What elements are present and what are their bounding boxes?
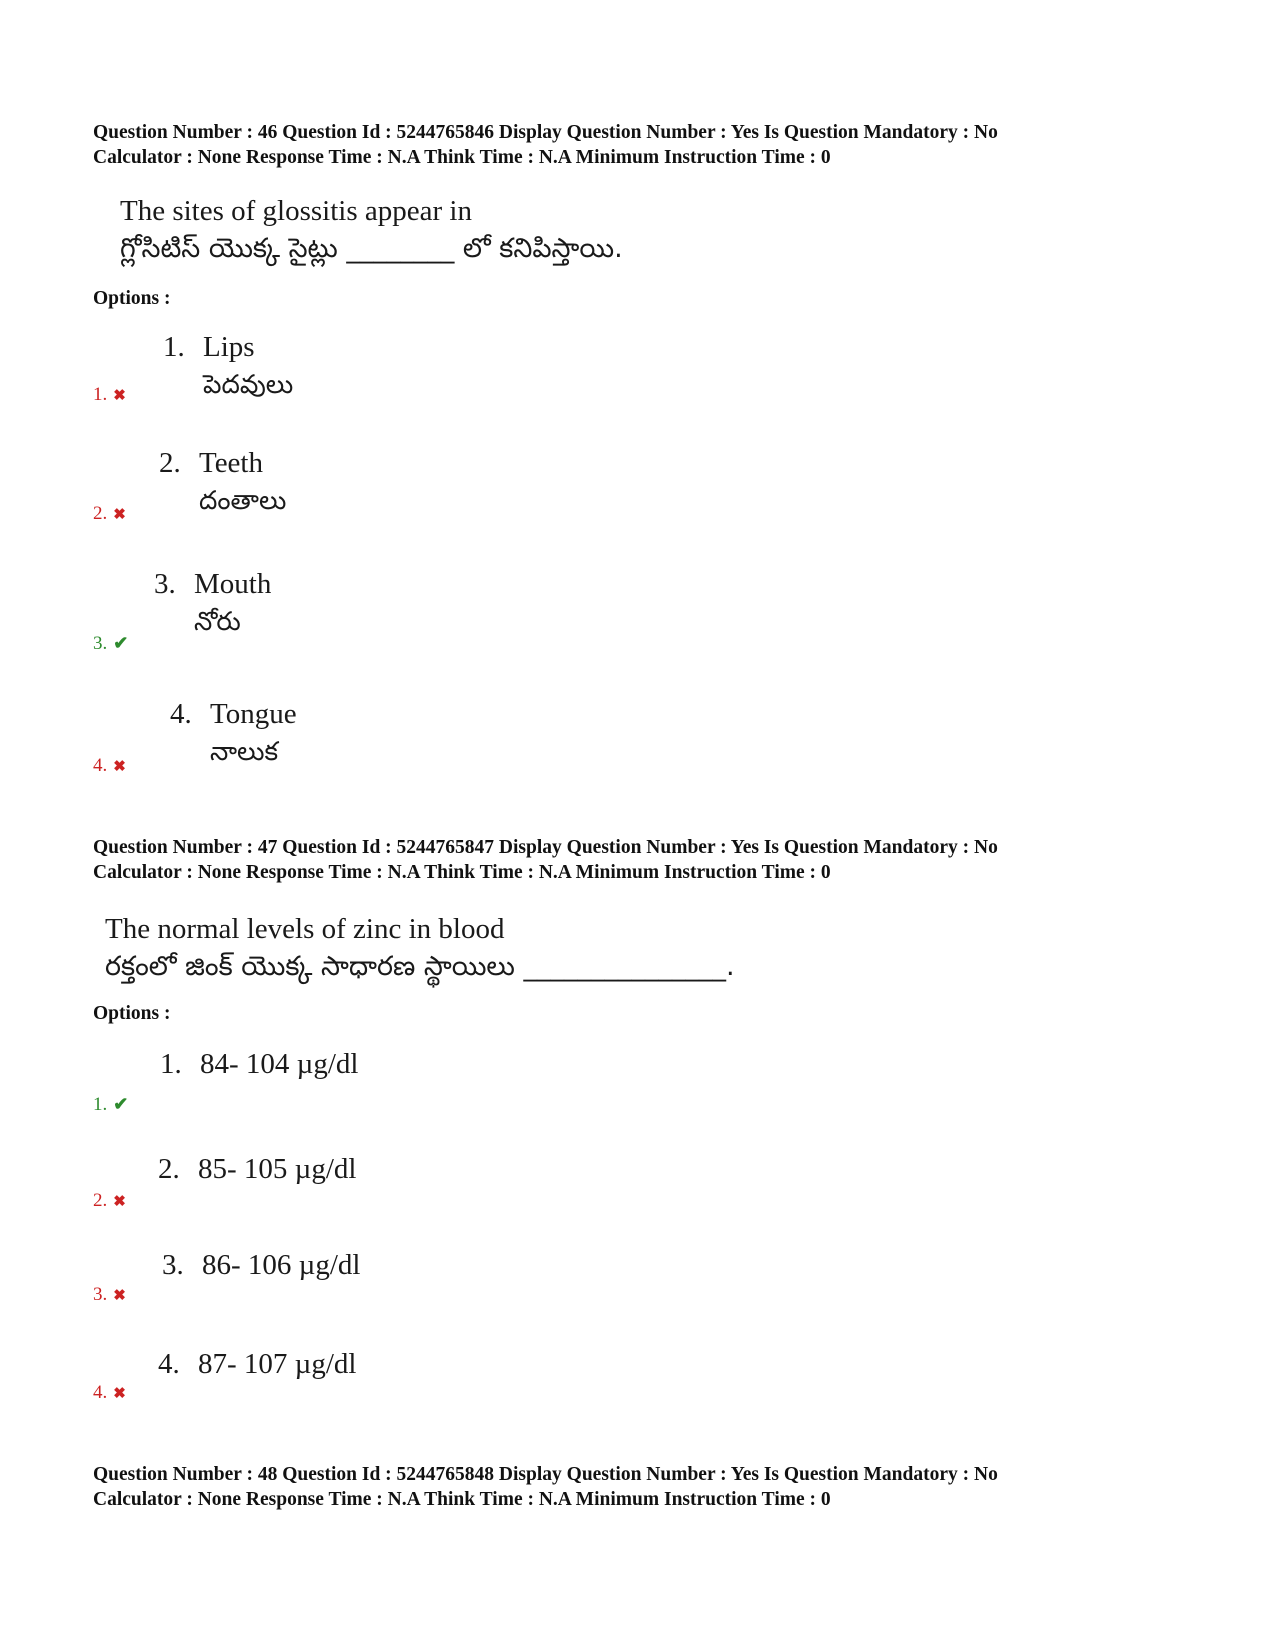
stem-telugu: రక్తంలో జింక్ యొక్క సాధారణ స్థాయిలు _______________. <box>105 951 735 982</box>
question-meta-line1: Question Number : 46 Question Id : 5244765846 Display Question Number : Yes Is Question Mandatory : No <box>93 122 998 143</box>
option-mark-number: 1. <box>93 384 108 405</box>
cross-icon: ✖ <box>113 759 126 775</box>
option-number: 1. <box>163 331 185 363</box>
option-mark-number: 4. <box>93 755 108 776</box>
question-48-meta <box>93 1462 998 1512</box>
question-meta-line2: Calculator : None Response Time : N.A Think Time : N.A Minimum Instruction Time : 0 <box>93 147 831 168</box>
option-mark <box>93 1382 126 1404</box>
option-mark-number: 3. <box>93 1284 108 1305</box>
option-number: 2. <box>158 1153 180 1185</box>
stem-english: The sites of glossitis appear in <box>120 195 472 227</box>
option-english: 87- 107 µg/dl <box>198 1348 357 1380</box>
question-47-meta <box>93 835 998 885</box>
option-image <box>162 1246 360 1284</box>
option-image <box>160 1045 358 1083</box>
option-mark-number: 1. <box>93 1094 108 1115</box>
question-46-meta <box>93 120 998 170</box>
option-number: 4. <box>158 1348 180 1380</box>
option-image <box>170 695 297 771</box>
option-english: Mouth <box>194 568 272 600</box>
option-english: 86- 106 µg/dl <box>202 1249 361 1281</box>
option-mark <box>93 1284 126 1306</box>
question-46-stem <box>120 192 623 268</box>
stem-english: The normal levels of zinc in blood <box>105 913 505 945</box>
option-image <box>154 565 271 641</box>
option-mark-number: 4. <box>93 1382 108 1403</box>
option-mark-number: 3. <box>93 633 108 654</box>
cross-icon: ✖ <box>113 388 126 404</box>
cross-icon: ✖ <box>113 1194 126 1210</box>
option-image <box>159 444 286 520</box>
option-mark-number: 2. <box>93 1190 108 1211</box>
question-meta-line2: Calculator : None Response Time : N.A Think Time : N.A Minimum Instruction Time : 0 <box>93 1489 831 1510</box>
option-image <box>158 1345 356 1383</box>
option-english: Teeth <box>199 447 263 479</box>
option-mark <box>93 503 126 525</box>
option-english: Tongue <box>210 698 297 730</box>
option-mark-number: 2. <box>93 503 108 524</box>
question-47-stem <box>105 910 735 986</box>
stem-telugu: గ్లోసిటిస్ యొక్క సైట్లు ________ లో కనిపిస్తాయి. <box>120 233 623 264</box>
question-meta-line2: Calculator : None Response Time : N.A Think Time : N.A Minimum Instruction Time : 0 <box>93 862 831 883</box>
option-number: 4. <box>170 698 192 730</box>
option-number: 3. <box>154 568 176 600</box>
check-icon: ✔ <box>113 1094 129 1114</box>
cross-icon: ✖ <box>113 1288 126 1304</box>
option-mark <box>93 1094 128 1116</box>
option-telugu: పెదవులు <box>203 370 294 400</box>
check-icon: ✔ <box>113 633 129 653</box>
option-number: 3. <box>162 1249 184 1281</box>
option-telugu: నాలుక <box>210 737 279 767</box>
option-telugu: నోరు <box>194 607 241 637</box>
question-meta-line1: Question Number : 47 Question Id : 5244765847 Display Question Number : Yes Is Question Mandatory : No <box>93 837 998 858</box>
option-mark <box>93 755 126 777</box>
question-meta-line1: Question Number : 48 Question Id : 5244765848 Display Question Number : Yes Is Question Mandatory : No <box>93 1464 998 1485</box>
option-image <box>163 328 293 404</box>
option-number: 1. <box>160 1048 182 1080</box>
option-english: Lips <box>203 331 255 363</box>
options-label: Options : <box>93 288 171 309</box>
cross-icon: ✖ <box>113 1386 126 1402</box>
option-english: 84- 104 µg/dl <box>200 1048 359 1080</box>
option-mark <box>93 384 126 406</box>
cross-icon: ✖ <box>113 507 126 523</box>
options-label: Options : <box>93 1003 171 1024</box>
option-english: 85- 105 µg/dl <box>198 1153 357 1185</box>
option-mark <box>93 1190 126 1212</box>
option-number: 2. <box>159 447 181 479</box>
option-telugu: దంతాలు <box>199 486 287 516</box>
option-image <box>158 1150 356 1188</box>
option-mark <box>93 633 128 655</box>
